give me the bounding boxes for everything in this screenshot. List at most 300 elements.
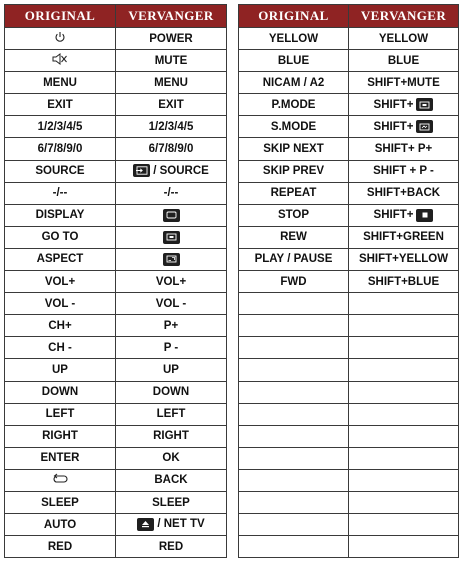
cell-content bbox=[133, 164, 209, 177]
cell-text: SHIFT+GREEN bbox=[363, 231, 444, 244]
cell-content bbox=[157, 408, 186, 420]
replacement-cell bbox=[116, 72, 227, 94]
replacement-cell bbox=[116, 469, 227, 491]
table-row-empty bbox=[239, 337, 459, 359]
original-cell bbox=[5, 182, 116, 204]
table-row-menu bbox=[5, 72, 227, 94]
power-icon bbox=[54, 31, 66, 43]
source-input-icon bbox=[133, 164, 150, 177]
original-cell bbox=[239, 536, 349, 558]
cell-text: SHIFT + P - bbox=[373, 165, 434, 178]
cell-text: CH+ bbox=[48, 319, 72, 332]
replacement-cell bbox=[349, 94, 459, 116]
cell-content bbox=[271, 121, 316, 133]
cell-text: SHIFT+YELLOW bbox=[358, 253, 449, 266]
replacement-cell bbox=[349, 381, 459, 403]
cell-text: MENU bbox=[43, 76, 77, 89]
original-cell bbox=[239, 469, 349, 491]
replacement-cell bbox=[116, 182, 227, 204]
cell-text: SLEEP bbox=[41, 496, 79, 509]
cell-text: UP bbox=[163, 363, 179, 376]
original-cell bbox=[239, 116, 349, 138]
cell-content bbox=[149, 121, 194, 133]
table-row-6-7-8-9-0 bbox=[5, 138, 227, 160]
cell-text: SHIFT+ bbox=[373, 120, 414, 133]
table-row-down bbox=[5, 381, 227, 403]
replacement-cell bbox=[116, 271, 227, 293]
cell-content bbox=[45, 276, 75, 288]
cell-content bbox=[359, 253, 448, 265]
replacement-cell bbox=[116, 293, 227, 315]
original-cell bbox=[5, 28, 116, 50]
replacement-cell bbox=[116, 381, 227, 403]
cell-content bbox=[163, 209, 180, 222]
cell-content bbox=[152, 497, 190, 509]
cell-content bbox=[35, 165, 84, 177]
replacement-cell bbox=[116, 138, 227, 160]
replacement-cell bbox=[349, 337, 459, 359]
original-cell bbox=[5, 491, 116, 513]
table-row-empty bbox=[239, 315, 459, 337]
cell-text: EXIT bbox=[47, 98, 73, 111]
replacement-cell bbox=[116, 425, 227, 447]
replacement-cell bbox=[116, 359, 227, 381]
replacement-cell bbox=[116, 116, 227, 138]
table-row-auto bbox=[5, 514, 227, 536]
table-row-empty bbox=[239, 381, 459, 403]
cell-text: VOL+ bbox=[155, 275, 187, 288]
replacement-cell bbox=[349, 182, 459, 204]
cell-content bbox=[263, 143, 324, 155]
cell-text: RED bbox=[47, 540, 73, 553]
cell-content bbox=[38, 143, 83, 155]
cell-content bbox=[52, 53, 68, 65]
cell-content bbox=[163, 253, 180, 266]
replacement-cell bbox=[349, 204, 459, 226]
cell-content bbox=[388, 55, 419, 67]
cell-text: SHIFT+ bbox=[373, 209, 414, 222]
original-cell bbox=[239, 359, 349, 381]
replacement-cell bbox=[349, 425, 459, 447]
cell-content bbox=[38, 121, 83, 133]
cell-content bbox=[374, 120, 434, 133]
cell-text: P+ bbox=[163, 319, 179, 332]
original-cell bbox=[5, 226, 116, 248]
replacement-cell bbox=[349, 271, 459, 293]
cell-content bbox=[153, 386, 189, 398]
mute-icon bbox=[52, 53, 68, 65]
table-row-play-pause bbox=[239, 248, 459, 270]
cell-content bbox=[278, 209, 309, 221]
cell-text: SHIFT+ bbox=[373, 98, 414, 111]
replacement-cell bbox=[116, 50, 227, 72]
cell-text: 1/2/3/4/5 bbox=[37, 120, 83, 133]
cell-content bbox=[363, 231, 444, 243]
cell-text: SKIP PREV bbox=[262, 165, 325, 178]
original-cell bbox=[5, 138, 116, 160]
cell-text: VOL - bbox=[155, 297, 187, 310]
replacement-cell bbox=[349, 359, 459, 381]
cell-content bbox=[367, 77, 440, 89]
cell-text: RIGHT bbox=[153, 430, 189, 443]
original-cell bbox=[5, 72, 116, 94]
table-row-source bbox=[5, 160, 227, 182]
cell-text: 6/7/8/9/0 bbox=[37, 143, 83, 156]
cell-content bbox=[263, 77, 325, 89]
original-cell bbox=[239, 293, 349, 315]
return-arrows-icon bbox=[51, 473, 69, 485]
table-row-aspect bbox=[5, 248, 227, 270]
original-cell bbox=[5, 248, 116, 270]
header-replacement: VERVANGER bbox=[116, 5, 227, 28]
table-row-blue bbox=[239, 50, 459, 72]
original-cell bbox=[5, 403, 116, 425]
table-row-empty bbox=[239, 359, 459, 381]
table-row-skip-next bbox=[239, 138, 459, 160]
original-cell bbox=[5, 315, 116, 337]
cell-text: REPEAT bbox=[270, 187, 317, 200]
cell-content bbox=[154, 474, 187, 486]
table-row-empty bbox=[239, 469, 459, 491]
cell-text: RIGHT bbox=[42, 430, 78, 443]
cell-content bbox=[36, 209, 85, 221]
replacement-cell bbox=[116, 28, 227, 50]
cell-content bbox=[164, 320, 178, 332]
cell-content bbox=[48, 342, 72, 354]
original-cell bbox=[5, 514, 116, 536]
cell-content bbox=[149, 33, 192, 45]
table-row-ch bbox=[5, 315, 227, 337]
table-row-exit bbox=[5, 94, 227, 116]
original-cell bbox=[5, 425, 116, 447]
original-cell bbox=[239, 315, 349, 337]
cell-text: SLEEP bbox=[152, 496, 190, 509]
cell-text: VOL+ bbox=[44, 275, 76, 288]
original-cell bbox=[239, 94, 349, 116]
display-key-icon bbox=[163, 209, 180, 222]
table-row-empty bbox=[239, 514, 459, 536]
table-row-fwd bbox=[239, 271, 459, 293]
replacement-cell bbox=[116, 226, 227, 248]
replacement-cell bbox=[116, 403, 227, 425]
original-cell bbox=[5, 50, 116, 72]
replacement-cell bbox=[349, 403, 459, 425]
cell-content bbox=[271, 187, 317, 199]
cell-content bbox=[42, 430, 78, 442]
cell-content bbox=[374, 98, 434, 111]
cell-text: VOL - bbox=[44, 297, 76, 310]
replacement-cell bbox=[349, 491, 459, 513]
original-cell bbox=[239, 248, 349, 270]
cell-content bbox=[45, 298, 75, 310]
cell-content bbox=[159, 541, 183, 553]
cell-text: MENU bbox=[154, 76, 188, 89]
original-cell bbox=[5, 160, 116, 182]
table-row-nicam-a2 bbox=[239, 72, 459, 94]
aspect-key-icon bbox=[163, 253, 180, 266]
original-cell bbox=[239, 447, 349, 469]
original-cell bbox=[5, 293, 116, 315]
table-row-vol bbox=[5, 271, 227, 293]
cell-text: BLUE bbox=[277, 54, 310, 67]
cell-content bbox=[280, 231, 307, 243]
cell-text: AUTO bbox=[43, 518, 77, 531]
cell-content bbox=[164, 342, 179, 354]
original-cell bbox=[5, 337, 116, 359]
table-row-p-mode bbox=[239, 94, 459, 116]
cell-content bbox=[162, 452, 179, 464]
cell-content bbox=[54, 31, 66, 43]
table-row-repeat bbox=[239, 182, 459, 204]
replacement-cell bbox=[349, 469, 459, 491]
table-row-red bbox=[5, 536, 227, 558]
table-row-right bbox=[5, 425, 227, 447]
cell-text: ASPECT bbox=[36, 253, 84, 266]
cell-content bbox=[149, 143, 194, 155]
replacement-cell bbox=[116, 447, 227, 469]
cell-text: PLAY / PAUSE bbox=[254, 253, 333, 266]
cell-text: SOURCE bbox=[35, 165, 85, 178]
cell-content bbox=[156, 276, 186, 288]
table-row-go-to bbox=[5, 226, 227, 248]
cell-content bbox=[153, 430, 189, 442]
replacement-cell bbox=[116, 514, 227, 536]
replacement-cell bbox=[349, 28, 459, 50]
cell-text: S.MODE bbox=[270, 120, 317, 133]
cell-text: RED bbox=[158, 540, 184, 553]
cell-content bbox=[43, 77, 77, 89]
replacement-cell bbox=[116, 204, 227, 226]
cell-text: DISPLAY bbox=[35, 209, 85, 222]
cell-content bbox=[53, 187, 68, 199]
table-row-empty bbox=[239, 491, 459, 513]
cell-content bbox=[46, 408, 75, 420]
replacement-cell bbox=[349, 160, 459, 182]
cell-text: EXIT bbox=[158, 98, 184, 111]
cell-content bbox=[263, 165, 324, 177]
right-mapping-table bbox=[238, 4, 459, 558]
original-cell bbox=[5, 536, 116, 558]
table-row-1-2-3-4-5 bbox=[5, 116, 227, 138]
table-row-empty bbox=[239, 447, 459, 469]
original-cell bbox=[5, 381, 116, 403]
cell-content bbox=[51, 473, 69, 485]
cell-text: POWER bbox=[149, 32, 193, 45]
original-cell bbox=[239, 182, 349, 204]
cell-content bbox=[379, 33, 428, 45]
cell-text: 6/7/8/9/0 bbox=[148, 143, 194, 156]
cell-content bbox=[37, 253, 84, 265]
original-cell bbox=[239, 160, 349, 182]
replacement-cell bbox=[349, 536, 459, 558]
cell-text: MUTE bbox=[154, 54, 188, 67]
cell-content bbox=[47, 99, 73, 111]
replacement-cell bbox=[116, 160, 227, 182]
cell-text: / SOURCE bbox=[153, 164, 209, 177]
cell-content bbox=[269, 33, 318, 45]
original-cell bbox=[239, 491, 349, 513]
table-row-return-arrows-icon bbox=[5, 469, 227, 491]
cell-content bbox=[255, 253, 333, 265]
table-row-empty bbox=[239, 403, 459, 425]
table-row-skip-prev bbox=[239, 160, 459, 182]
original-cell bbox=[239, 50, 349, 72]
cell-content bbox=[368, 276, 439, 288]
table-row-vol bbox=[5, 293, 227, 315]
cell-text: YELLOW bbox=[268, 32, 319, 45]
replacement-cell bbox=[349, 72, 459, 94]
cell-content bbox=[280, 276, 306, 288]
original-cell bbox=[5, 469, 116, 491]
cell-text: LEFT bbox=[45, 408, 75, 421]
cell-text: P.MODE bbox=[271, 98, 316, 111]
original-cell bbox=[239, 271, 349, 293]
table-row-left bbox=[5, 403, 227, 425]
eject-key-icon bbox=[137, 518, 154, 531]
original-cell bbox=[239, 138, 349, 160]
original-cell bbox=[239, 337, 349, 359]
original-cell bbox=[5, 204, 116, 226]
cell-content bbox=[373, 165, 434, 177]
table-row-up bbox=[5, 359, 227, 381]
cell-text: SHIFT+BACK bbox=[366, 187, 441, 200]
cell-text: LEFT bbox=[156, 408, 186, 421]
cell-text: FWD bbox=[280, 275, 307, 288]
cell-text: SHIFT+MUTE bbox=[367, 76, 440, 89]
cell-content bbox=[155, 55, 188, 67]
original-cell bbox=[5, 447, 116, 469]
cell-text: REW bbox=[280, 231, 307, 244]
cell-text: SHIFT+BLUE bbox=[367, 275, 440, 288]
replacement-cell bbox=[349, 50, 459, 72]
cell-content bbox=[41, 452, 80, 464]
replacement-cell bbox=[349, 248, 459, 270]
cell-content bbox=[44, 519, 76, 531]
cell-content bbox=[48, 320, 71, 332]
cell-text: -/-- bbox=[163, 187, 179, 200]
cell-text: BLUE bbox=[387, 54, 420, 67]
header-original: ORIGINAL bbox=[5, 5, 116, 28]
cell-content bbox=[48, 541, 72, 553]
original-cell bbox=[239, 514, 349, 536]
stop-key-icon bbox=[416, 209, 433, 222]
cell-text: CH - bbox=[48, 341, 72, 354]
header-row bbox=[239, 5, 459, 28]
cell-text: STOP bbox=[277, 209, 310, 222]
table-row-empty bbox=[239, 536, 459, 558]
cell-text: DOWN bbox=[152, 386, 190, 399]
table-row-stop bbox=[239, 204, 459, 226]
original-cell bbox=[239, 226, 349, 248]
picture-mode-key-icon bbox=[416, 98, 433, 111]
table-row-rew bbox=[239, 226, 459, 248]
cell-text: YELLOW bbox=[378, 32, 429, 45]
left-mapping-table bbox=[4, 4, 227, 558]
table-row-empty bbox=[239, 293, 459, 315]
table-row-display bbox=[5, 204, 227, 226]
replacement-cell bbox=[349, 138, 459, 160]
cell-content bbox=[374, 209, 434, 222]
original-cell bbox=[239, 28, 349, 50]
cell-text: BACK bbox=[154, 474, 188, 487]
sound-mode-key-icon bbox=[416, 120, 433, 133]
replacement-cell bbox=[116, 491, 227, 513]
original-cell bbox=[5, 116, 116, 138]
table-row-ch bbox=[5, 337, 227, 359]
original-cell bbox=[239, 425, 349, 447]
table-row-sleep bbox=[5, 491, 227, 513]
cell-text: ENTER bbox=[40, 452, 80, 465]
cell-text: 1/2/3/4/5 bbox=[148, 120, 194, 133]
cell-text: SHIFT+ P+ bbox=[374, 143, 433, 156]
table-row-power-icon bbox=[5, 28, 227, 50]
original-cell bbox=[5, 94, 116, 116]
cell-content bbox=[154, 77, 188, 89]
table-row-yellow bbox=[239, 28, 459, 50]
cell-text: -/-- bbox=[52, 187, 68, 200]
replacement-cell bbox=[349, 315, 459, 337]
cell-text: UP bbox=[52, 363, 68, 376]
original-cell bbox=[239, 204, 349, 226]
table-row-enter bbox=[5, 447, 227, 469]
table-row-mute-icon bbox=[5, 50, 227, 72]
cell-text: NICAM / A2 bbox=[262, 76, 325, 89]
cell-content bbox=[163, 364, 179, 376]
cell-content bbox=[137, 518, 204, 531]
replacement-cell bbox=[116, 337, 227, 359]
cell-text: / NET TV bbox=[157, 518, 205, 531]
cell-content bbox=[41, 497, 79, 509]
replacement-cell bbox=[116, 315, 227, 337]
header-original: ORIGINAL bbox=[239, 5, 349, 28]
cell-text: GO TO bbox=[41, 231, 79, 244]
cell-text: P - bbox=[163, 341, 179, 354]
cell-content bbox=[164, 187, 179, 199]
original-cell bbox=[239, 72, 349, 94]
cell-text: SKIP NEXT bbox=[263, 143, 324, 156]
cell-content bbox=[42, 386, 78, 398]
cell-content bbox=[158, 99, 184, 111]
replacement-cell bbox=[116, 248, 227, 270]
cell-content bbox=[52, 364, 68, 376]
cell-content bbox=[156, 298, 186, 310]
cell-content bbox=[367, 187, 440, 199]
replacement-cell bbox=[349, 226, 459, 248]
header-row bbox=[5, 5, 227, 28]
goto-key-icon bbox=[163, 231, 180, 244]
table-row-empty bbox=[239, 425, 459, 447]
cell-content bbox=[163, 231, 180, 244]
cell-content bbox=[278, 55, 309, 67]
original-cell bbox=[5, 271, 116, 293]
cell-text: OK bbox=[162, 452, 180, 465]
replacement-cell bbox=[116, 94, 227, 116]
replacement-cell bbox=[349, 293, 459, 315]
replacement-cell bbox=[116, 536, 227, 558]
cell-text: DOWN bbox=[41, 386, 79, 399]
original-cell bbox=[5, 359, 116, 381]
replacement-cell bbox=[349, 116, 459, 138]
cell-content bbox=[272, 99, 316, 111]
cell-content bbox=[375, 143, 433, 155]
original-cell bbox=[239, 403, 349, 425]
table-row-s-mode bbox=[239, 116, 459, 138]
replacement-cell bbox=[349, 447, 459, 469]
cell-content bbox=[42, 231, 79, 243]
replacement-cell bbox=[349, 514, 459, 536]
header-replacement: VERVANGER bbox=[349, 5, 459, 28]
original-cell bbox=[239, 381, 349, 403]
